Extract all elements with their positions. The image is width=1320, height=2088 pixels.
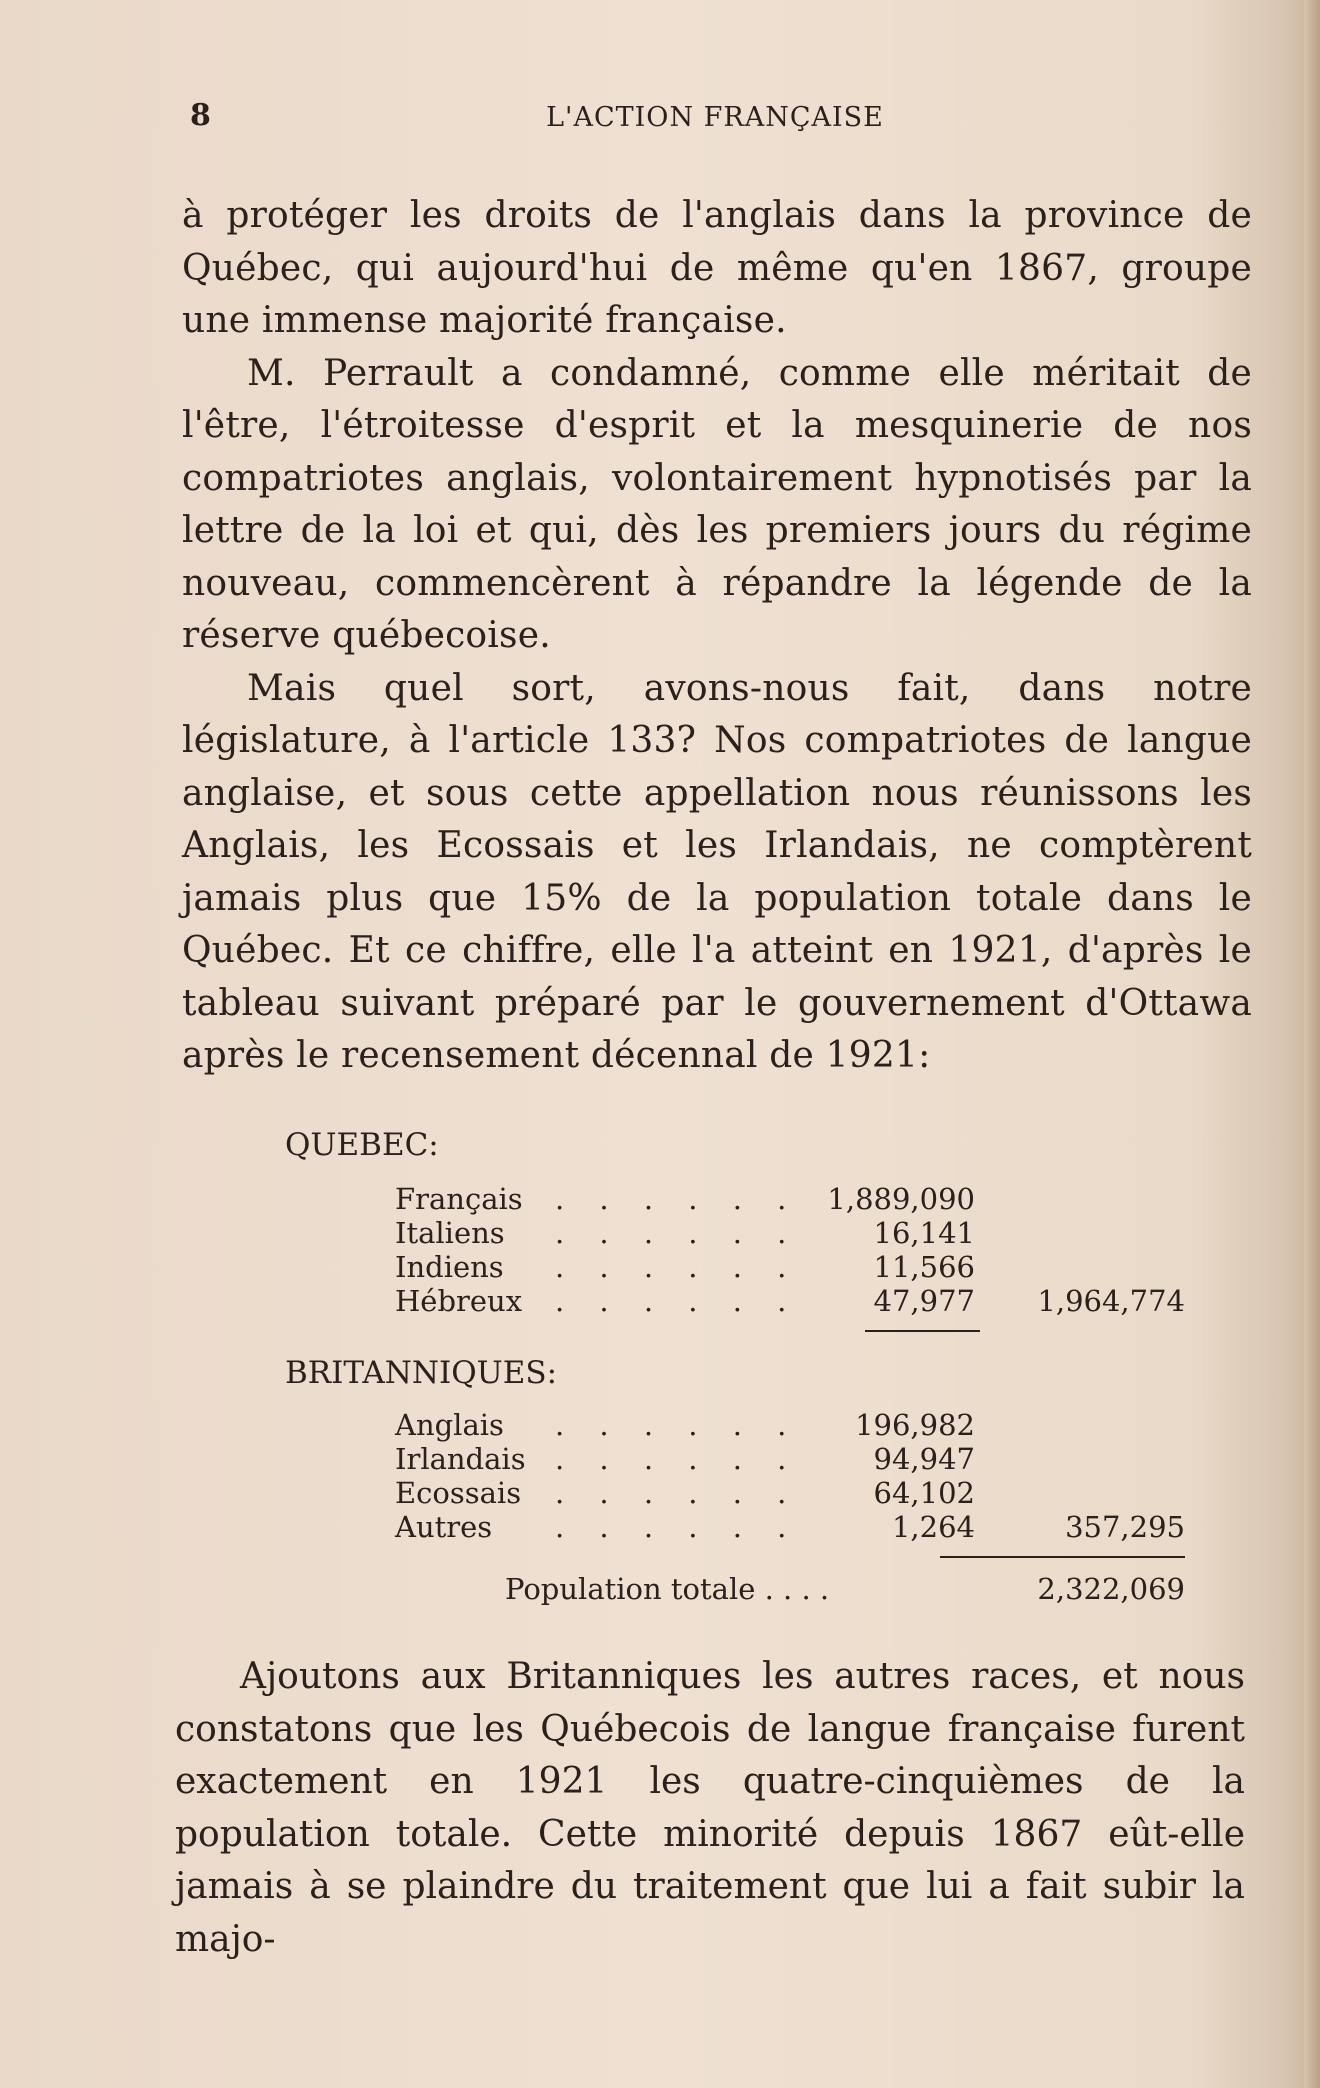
grand-total-value: 2,322,069 [1037,1572,1185,1606]
row-label: Ecossais [395,1476,522,1510]
grand-total-row [285,1572,1205,1606]
leader-dots: . . . . . . [555,1284,800,1318]
table-row [285,1216,1205,1250]
row-label: Hébreux [395,1284,523,1318]
row-value: 47,977 [873,1284,975,1318]
table-row [285,1250,1205,1284]
table-row [285,1284,1205,1318]
paragraph-4: Ajoutons aux Britanniques les autres races, et nous constatons que les Québecois de langue française furent exactement en 1921 les quatre-cinquièmes de la population totale. Cette minorité depuis 1867 eût-elle jamais à se plaindre du traitement que lui a fait subir la majo- [175,1656,1245,1960]
leader-dots: . . . . . . [555,1408,800,1442]
leader-dots: . . . . . . [555,1250,800,1284]
table-row [285,1442,1205,1476]
row-label: Italiens [395,1216,505,1250]
row-value: 16,141 [873,1216,975,1250]
group-heading-britanniques: BRITANNIQUES: [285,1355,558,1391]
row-label: Indiens [395,1250,504,1284]
subtotal-rule [865,1330,980,1332]
row-label: Français [395,1182,523,1216]
row-value: 94,947 [873,1442,975,1476]
group-heading-row [285,1128,1205,1162]
table-row [285,1182,1205,1216]
leader-dots: . . . . . . [555,1510,800,1544]
grand-total-rule [940,1556,1185,1558]
grand-total-label: Population totale . . . . [505,1572,830,1606]
row-value: 11,566 [873,1250,975,1284]
table-row [285,1510,1205,1544]
table-row [285,1408,1205,1442]
group-heading-quebec: QUEBEC: [285,1127,439,1163]
census-table [285,1128,1205,1606]
paragraph-1: à protéger les droits de l'anglais dans la province de Québec, qui aujourd'hui de même qu'en 1867, groupe une immense majorité française. [182,195,1252,341]
running-title: L'ACTION FRANÇAISE [546,102,884,133]
row-value: 196,982 [855,1408,975,1442]
row-value: 1,264 [891,1510,975,1544]
closing-text [175,1651,1245,1966]
row-label: Anglais [395,1408,504,1442]
leader-dots: . . . . . . [555,1182,800,1216]
leader-dots: . . . . . . [555,1476,800,1510]
table-row [285,1476,1205,1510]
group-total-britanniques: 357,295 [1065,1510,1185,1544]
leader-dots: . . . . . . [555,1216,800,1250]
body-text [182,190,1252,1083]
row-label: Irlandais [395,1442,526,1476]
leader-dots: . . . . . . [555,1442,800,1476]
page-edge [1304,0,1320,2088]
row-label: Autres [395,1510,493,1544]
paragraph-3: Mais quel sort, avons-nous fait, dans notre législature, à l'article 133? Nos compatriotes de langue anglaise, et sous cette appellation nous réunissons les Anglais, les Ecossais et les Irlandais, ne comptèrent jamais plus que 15% de la population totale dans le Québec. Et ce chiffre, elle l'a atteint en 1921, d'après le tableau suivant préparé par le gouvernement d'Ottawa après le recensement décennal de 1921: [182,667,1252,1076]
paragraph-2: M. Perrault a condamné, comme elle méritait de l'être, l'étroitesse d'esprit et la mesquinerie de nos compatriotes anglais, volontairement hypnotisés par la lettre de la loi et qui, dès les premiers jours du régime nouveau, commencèrent à répandre la légende de la réserve québecoise. [182,352,1252,656]
page-number: 8 [190,98,211,133]
row-value: 64,102 [873,1476,975,1510]
page-header [185,98,1245,142]
group-total-quebec: 1,964,774 [1037,1284,1185,1318]
group-heading-row [285,1356,1205,1390]
row-value: 1,889,090 [827,1182,975,1216]
